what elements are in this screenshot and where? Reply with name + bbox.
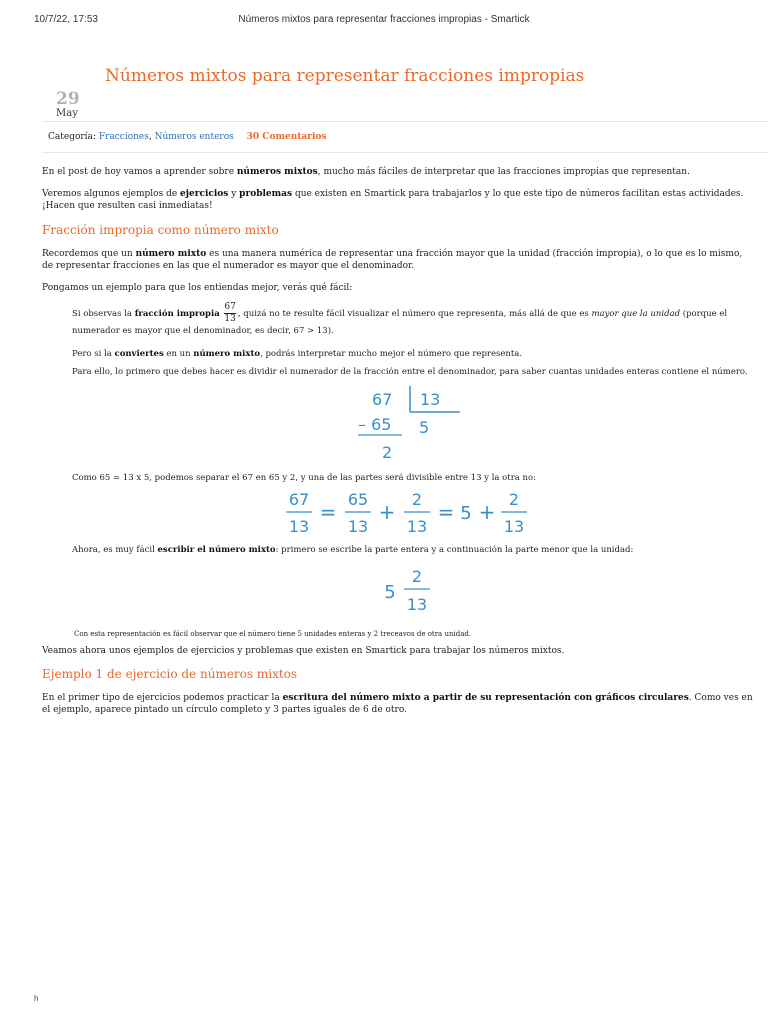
post-title[interactable]: Números mixtos para representar fracciones impropias [105,66,585,86]
post-date-day: 29 [56,89,80,109]
equation-denominator: 13 [288,517,310,536]
text: que existen en Smartick para trabajarlos y lo que este tipo de números facilitan estas actividades. [292,189,744,199]
print-footer-mark: h [34,994,39,1003]
mixed-number-denominator: 13 [406,595,428,614]
bold-text: escribir el número mixto [157,545,276,555]
bullet-text-6: Con esta representación es fácil observar que el número tiene 5 unidades enteras y 2 treceavos de otra unidad. [74,630,472,638]
print-document-title: Números mixtos para representar fracciones impropias - Smartick [238,14,530,25]
text: , quizá no te resulte fácil visualizar el número que representa, más allá de que es [237,309,592,319]
category-link-numeros-enteros[interactable]: Números enteros [154,132,234,142]
bold-text: problemas [239,189,293,199]
equation-denominator: 13 [406,517,428,536]
text: , podrás interpretar mucho mejor el número que representa. [260,349,523,359]
section-heading-1: Fracción impropia como número mixto [42,223,279,237]
text: ¡Hacen que resulten casi inmediatas! [42,201,213,211]
bullet-text-4: Como 65 = 13 x 5, podemos separar el 67 en 65 y 2, y una de las partes será divisible entre 13 y la otra no: [72,473,536,483]
bullet-text-2 [72,348,768,360]
section1-paragraph-3: Veamos ahora unos ejemplos de ejercicios y problemas que existen en Smartick para trabajar los números mixtos. [42,646,565,656]
text: en un [163,349,194,359]
text: Recordemos que un [42,249,136,259]
text: es una manera numérica de representar una fracción mayor que la unidad (fracción impropia), o lo que es lo mismo, [206,249,743,259]
equation-equals: = [437,500,455,524]
equation-numerator: 2 [411,490,423,509]
equation-numerator: 67 [288,490,310,509]
division-dividend: 67 [372,390,393,409]
bold-text: número mixto [135,249,207,259]
equation-whole: 5 [460,503,472,524]
comments-link[interactable]: 30 Comentarios [246,132,327,142]
category-label: Categoría: [48,132,96,142]
text: y [228,189,240,199]
equation-denominator: 13 [503,517,525,536]
intro-paragraph-2 [42,188,768,212]
equation-equals: = [319,500,337,524]
section1-paragraph-1 [42,248,768,272]
equation-numerator: 2 [508,490,520,509]
bold-text: ejercicios [180,189,229,199]
inline-fraction [224,302,235,325]
equation-numerator: 65 [347,490,369,509]
mixed-number-figure [376,562,436,618]
section1-paragraph-2: Pongamos un ejemplo para que los entiendas mejor, verás qué fácil: [42,283,353,293]
text: En el primer tipo de ejercicios podemos practicar la [42,693,283,703]
long-division-figure [340,384,480,468]
section2-paragraph-1 [42,692,768,716]
bullet-text-1 [72,302,768,338]
bold-text: fracción impropia [134,309,220,319]
division-subtract: – 65 [358,415,392,434]
text: Veremos algunos ejemplos de [42,189,181,199]
text: , mucho más fáciles de interpretar que las fracciones impropias que representan. [317,167,690,177]
mixed-number-whole: 5 [384,582,396,603]
post-date-month: May [56,108,78,119]
text: Ahora, es muy fácil [72,545,158,555]
text: el ejemplo, aparece pintado un círculo completo y 3 partes iguales de 6 de otro. [42,705,407,715]
text: Si observas la [72,309,135,319]
bold-text: números mixtos [236,167,318,177]
text: En el post de hoy vamos a aprender sobre [42,167,237,177]
italic-text: mayor que la unidad [591,309,681,319]
post-meta-bar [42,121,768,153]
bold-text: número mixto [193,349,261,359]
intro-paragraph-1 [42,166,768,178]
text: numerador es mayor que el denominador, es decir, 67 > 13). [72,326,334,336]
bold-text: conviertes [114,349,164,359]
decomposition-equation [280,486,540,538]
mixed-number-numerator: 2 [411,567,423,586]
text: (porque el [680,309,728,319]
text: de representar fracciones en las que el numerador es mayor que el denominador. [42,261,415,271]
bullet-text-5 [72,544,768,556]
category-link-fracciones[interactable]: Fracciones [98,132,149,142]
division-remainder: 2 [382,443,393,462]
equation-plus: + [378,500,396,524]
equation-denominator: 13 [347,517,369,536]
division-divisor: 13 [420,390,441,409]
fraction-numerator: 67 [224,302,236,312]
fraction-denominator: 13 [224,314,236,324]
text: Pero si la [72,349,115,359]
text: . Como ves en [688,693,753,703]
division-quotient: 5 [419,418,430,437]
section-heading-2: Ejemplo 1 de ejercicio de números mixtos [42,667,298,681]
text: : primero se escribe la parte entera y a continuación la parte menor que la unidad: [275,545,634,555]
bold-text: escritura del número mixto a partir de su representación con gráficos circulares [282,693,689,703]
equation-plus: + [478,500,496,524]
bullet-text-3: Para ello, lo primero que debes hacer es dividir el numerador de la fracción entre el denominador, para saber cuantas unidades enteras contiene el número. [72,367,748,377]
category-separator: , [148,132,152,142]
print-timestamp: 10/7/22, 17:53 [34,14,98,25]
